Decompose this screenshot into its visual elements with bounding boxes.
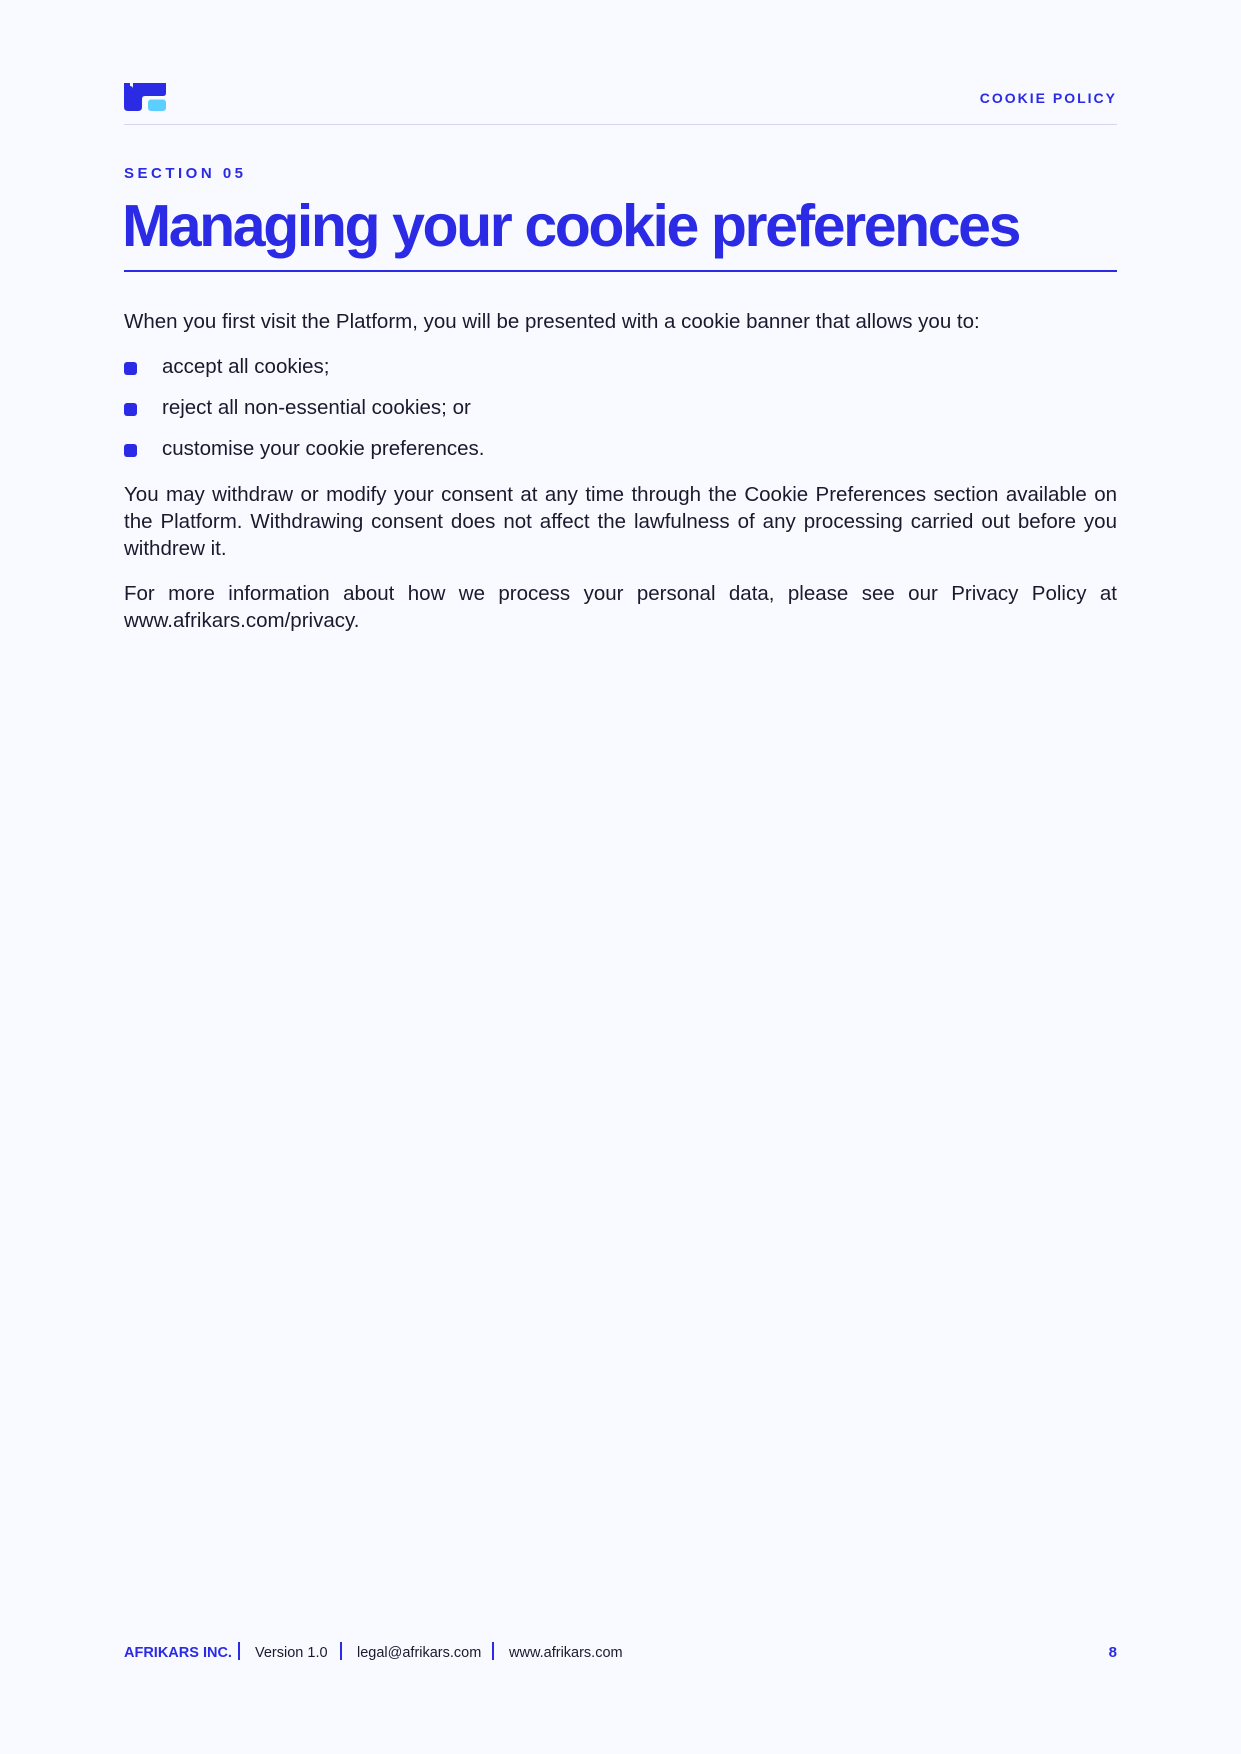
intro-paragraph: When you first visit the Platform, you will be presented with a cookie banner that allows you to: [124,310,980,333]
document-page [124,0,1117,1754]
footer-company-name: AFRIKARS INC. [124,1645,232,1661]
document-type-label: COOKIE POLICY [979,90,1117,106]
footer-website-link[interactable]: www.afrikars.com [509,1645,623,1661]
consent-withdrawal-paragraph: You may withdraw or modify your consent at any time through the Cookie Preferences section available on the Platform. Withdrawing consent does not affect the lawfulness of any processing carried out before you withdrew it. [124,483,1117,560]
page-header [124,80,1117,125]
title-divider [124,270,1117,272]
footer-email-link[interactable]: legal@afrikars.com [357,1645,482,1661]
bullet-square-icon [124,444,137,457]
company-logo [124,83,166,111]
list-item [124,435,1117,476]
section-number: SECTION 05 [124,165,247,182]
section-title: Managing your cookie preferences [122,193,1019,259]
page-footer [124,1642,1117,1666]
footer-separator [238,1642,240,1660]
options-list [124,353,1117,476]
page-number: 8 [1108,1644,1117,1661]
bullet-square-icon [124,403,137,416]
footer-separator [340,1642,342,1660]
list-item-text: reject all non-essential cookies; or [162,396,471,419]
list-item-text: accept all cookies; [162,355,330,378]
privacy-policy-paragraph: For more information about how we process your personal data, please see our Privacy Policy at www.afrikars.com/privacy. [124,582,1117,632]
footer-version: Version 1.0 [255,1645,328,1661]
list-item [124,394,1117,435]
list-item [124,353,1117,394]
list-item-text: customise your cookie preferences. [162,437,485,460]
footer-separator [492,1642,494,1660]
bullet-square-icon [124,362,137,375]
